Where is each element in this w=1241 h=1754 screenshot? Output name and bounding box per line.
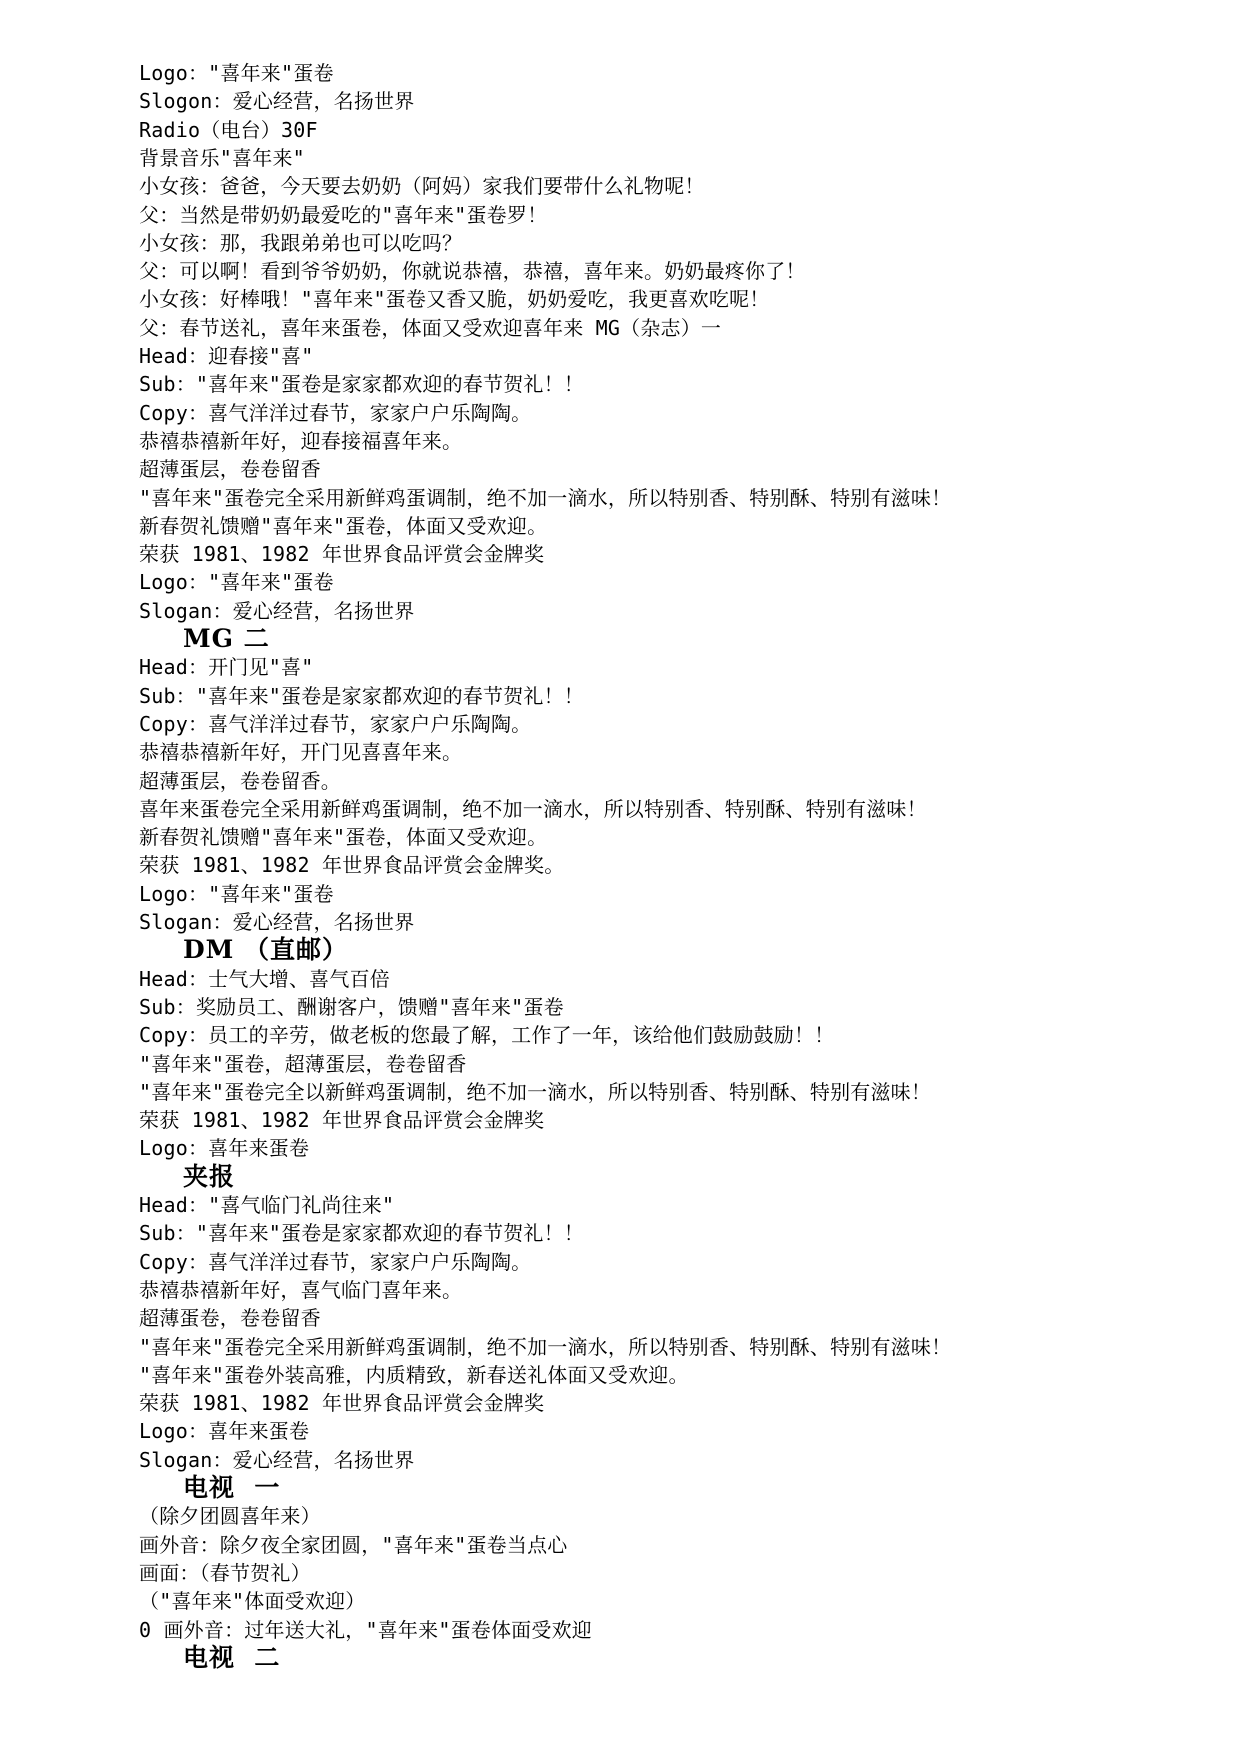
text-line: 超薄蛋层，卷卷留香 xyxy=(139,457,321,482)
text-line: Radio（电台）30F xyxy=(139,117,318,142)
text-line: Logo："喜年来"蛋卷 xyxy=(139,881,334,906)
text-line: 画面：（春节贺礼） xyxy=(139,1560,311,1585)
text-line: Logo："喜年来"蛋卷 xyxy=(139,61,334,85)
text-line: 恭禧恭禧新年好，迎春接福喜年来。 xyxy=(139,428,463,453)
text-line: Logo："喜年来"蛋卷 xyxy=(139,570,334,595)
text-line: 恭禧恭禧新年好，喜气临门喜年来。 xyxy=(139,1277,463,1302)
text-line: 喜年来蛋卷完全采用新鲜鸡蛋调制，绝不加一滴水，所以特别香、特别酥、特别有滋味！ xyxy=(139,796,927,821)
text-line: 小女孩：那，我跟弟弟也可以吃吗？ xyxy=(139,230,463,255)
text-line: "喜年来"蛋卷完全采用新鲜鸡蛋调制，绝不加一滴水，所以特别香、特别酥、特别有滋味！ xyxy=(139,485,952,510)
text-line: 0 画外音：过年送大礼，"喜年来"蛋卷体面受欢迎 xyxy=(139,1617,592,1642)
text-line: Sub："喜年来"蛋卷是家家都欢迎的春节贺礼！！ xyxy=(139,1221,585,1246)
text-line: "喜年来"蛋卷，超薄蛋层，卷卷留香 xyxy=(139,1051,467,1076)
text-line: Sub："喜年来"蛋卷是家家都欢迎的春节贺礼！！ xyxy=(139,372,585,397)
text-line: 荣获 1981、1982 年世界食品评赏会金牌奖。 xyxy=(139,853,565,878)
section-heading: 夹报 xyxy=(183,1161,236,1191)
text-line: 父：春节送礼，喜年来蛋卷，体面又受欢迎喜年来 MG（杂志）一 xyxy=(139,315,722,340)
text-line: Sub："喜年来"蛋卷是家家都欢迎的春节贺礼！！ xyxy=(139,683,585,708)
text-line: （"喜年来"体面受欢迎） xyxy=(139,1589,366,1614)
text-line: Head：迎春接"喜" xyxy=(139,344,314,368)
text-line: Sub：奖励员工、酬谢客户，馈赠"喜年来"蛋卷 xyxy=(139,994,564,1019)
text-line: 画外音：除夕夜全家团圆，"喜年来"蛋卷当点心 xyxy=(139,1532,568,1557)
text-line: Logo：喜年来蛋卷 xyxy=(139,1136,310,1161)
text-line: Slogon：爱心经营，名扬世界 xyxy=(139,89,415,114)
text-line: 背景音乐"喜年来" xyxy=(139,145,305,170)
text-line: Head：士气大增、喜气百倍 xyxy=(139,966,390,991)
text-line: Slogan：爱心经营，名扬世界 xyxy=(139,910,415,934)
text-line: 超薄蛋卷，卷卷留香 xyxy=(139,1306,321,1331)
text-line: 父：当然是带奶奶最爱吃的"喜年来"蛋卷罗！ xyxy=(139,202,548,227)
text-line: Copy：员工的辛劳，做老板的您最了解，工作了一年，该给他们鼓励鼓励！！ xyxy=(139,1023,835,1048)
text-line: Copy：喜气洋洋过春节，家家户户乐陶陶。 xyxy=(139,1249,532,1274)
text-line: 荣获 1981、1982 年世界食品评赏会金牌奖 xyxy=(139,542,545,567)
text-line: 恭禧恭禧新年好，开门见喜喜年来。 xyxy=(139,740,463,765)
text-line: 荣获 1981、1982 年世界食品评赏会金牌奖 xyxy=(139,1391,545,1416)
text-line: Slogan：爱心经营，名扬世界 xyxy=(139,598,415,623)
section-heading: DM （直邮） xyxy=(183,935,349,965)
text-line: 小女孩：爸爸，今天要去奶奶（阿妈）家我们要带什么礼物呢！ xyxy=(139,174,705,199)
text-line: "喜年来"蛋卷完全采用新鲜鸡蛋调制，绝不加一滴水，所以特别香、特别酥、特别有滋味！ xyxy=(139,1334,952,1359)
text-line: （除夕团圆喜年来） xyxy=(139,1504,321,1529)
section-heading: MG 二 xyxy=(183,624,270,653)
text-line: "喜年来"蛋卷完全以新鲜鸡蛋调制，绝不加一滴水，所以特别香、特别酥、特别有滋味！ xyxy=(139,1079,932,1104)
text-line: Logo：喜年来蛋卷 xyxy=(139,1419,310,1444)
section-heading: 电视 一 xyxy=(183,1473,281,1502)
text-line: Head：开门见"喜" xyxy=(139,655,314,680)
text-line: 父：可以啊！看到爷爷奶奶，你就说恭禧，恭禧，喜年来。奶奶最疼你了！ xyxy=(139,259,806,284)
text-line: "喜年来"蛋卷外装高雅，内质精致，新春送礼体面又受欢迎。 xyxy=(139,1362,689,1387)
text-line: Slogan：爱心经营，名扬世界 xyxy=(139,1447,415,1472)
text-line: Head："喜气临门礼尚往来" xyxy=(139,1193,395,1217)
section-heading: 电视 二 xyxy=(183,1642,281,1672)
text-line: 荣获 1981、1982 年世界食品评赏会金牌奖 xyxy=(139,1108,545,1133)
text-line: 超薄蛋层，卷卷留香。 xyxy=(139,768,341,793)
text-line: 新春贺礼馈赠"喜年来"蛋卷，体面又受欢迎。 xyxy=(139,513,548,538)
text-line: 新春贺礼馈赠"喜年来"蛋卷，体面又受欢迎。 xyxy=(139,825,548,850)
text-line: Copy：喜气洋洋过春节，家家户户乐陶陶。 xyxy=(139,711,532,736)
text-line: 小女孩：好棒哦！"喜年来"蛋卷又香又脆，奶奶爱吃，我更喜欢吃呢！ xyxy=(139,287,770,312)
text-line: Copy：喜气洋洋过春节，家家户户乐陶陶。 xyxy=(139,400,532,425)
